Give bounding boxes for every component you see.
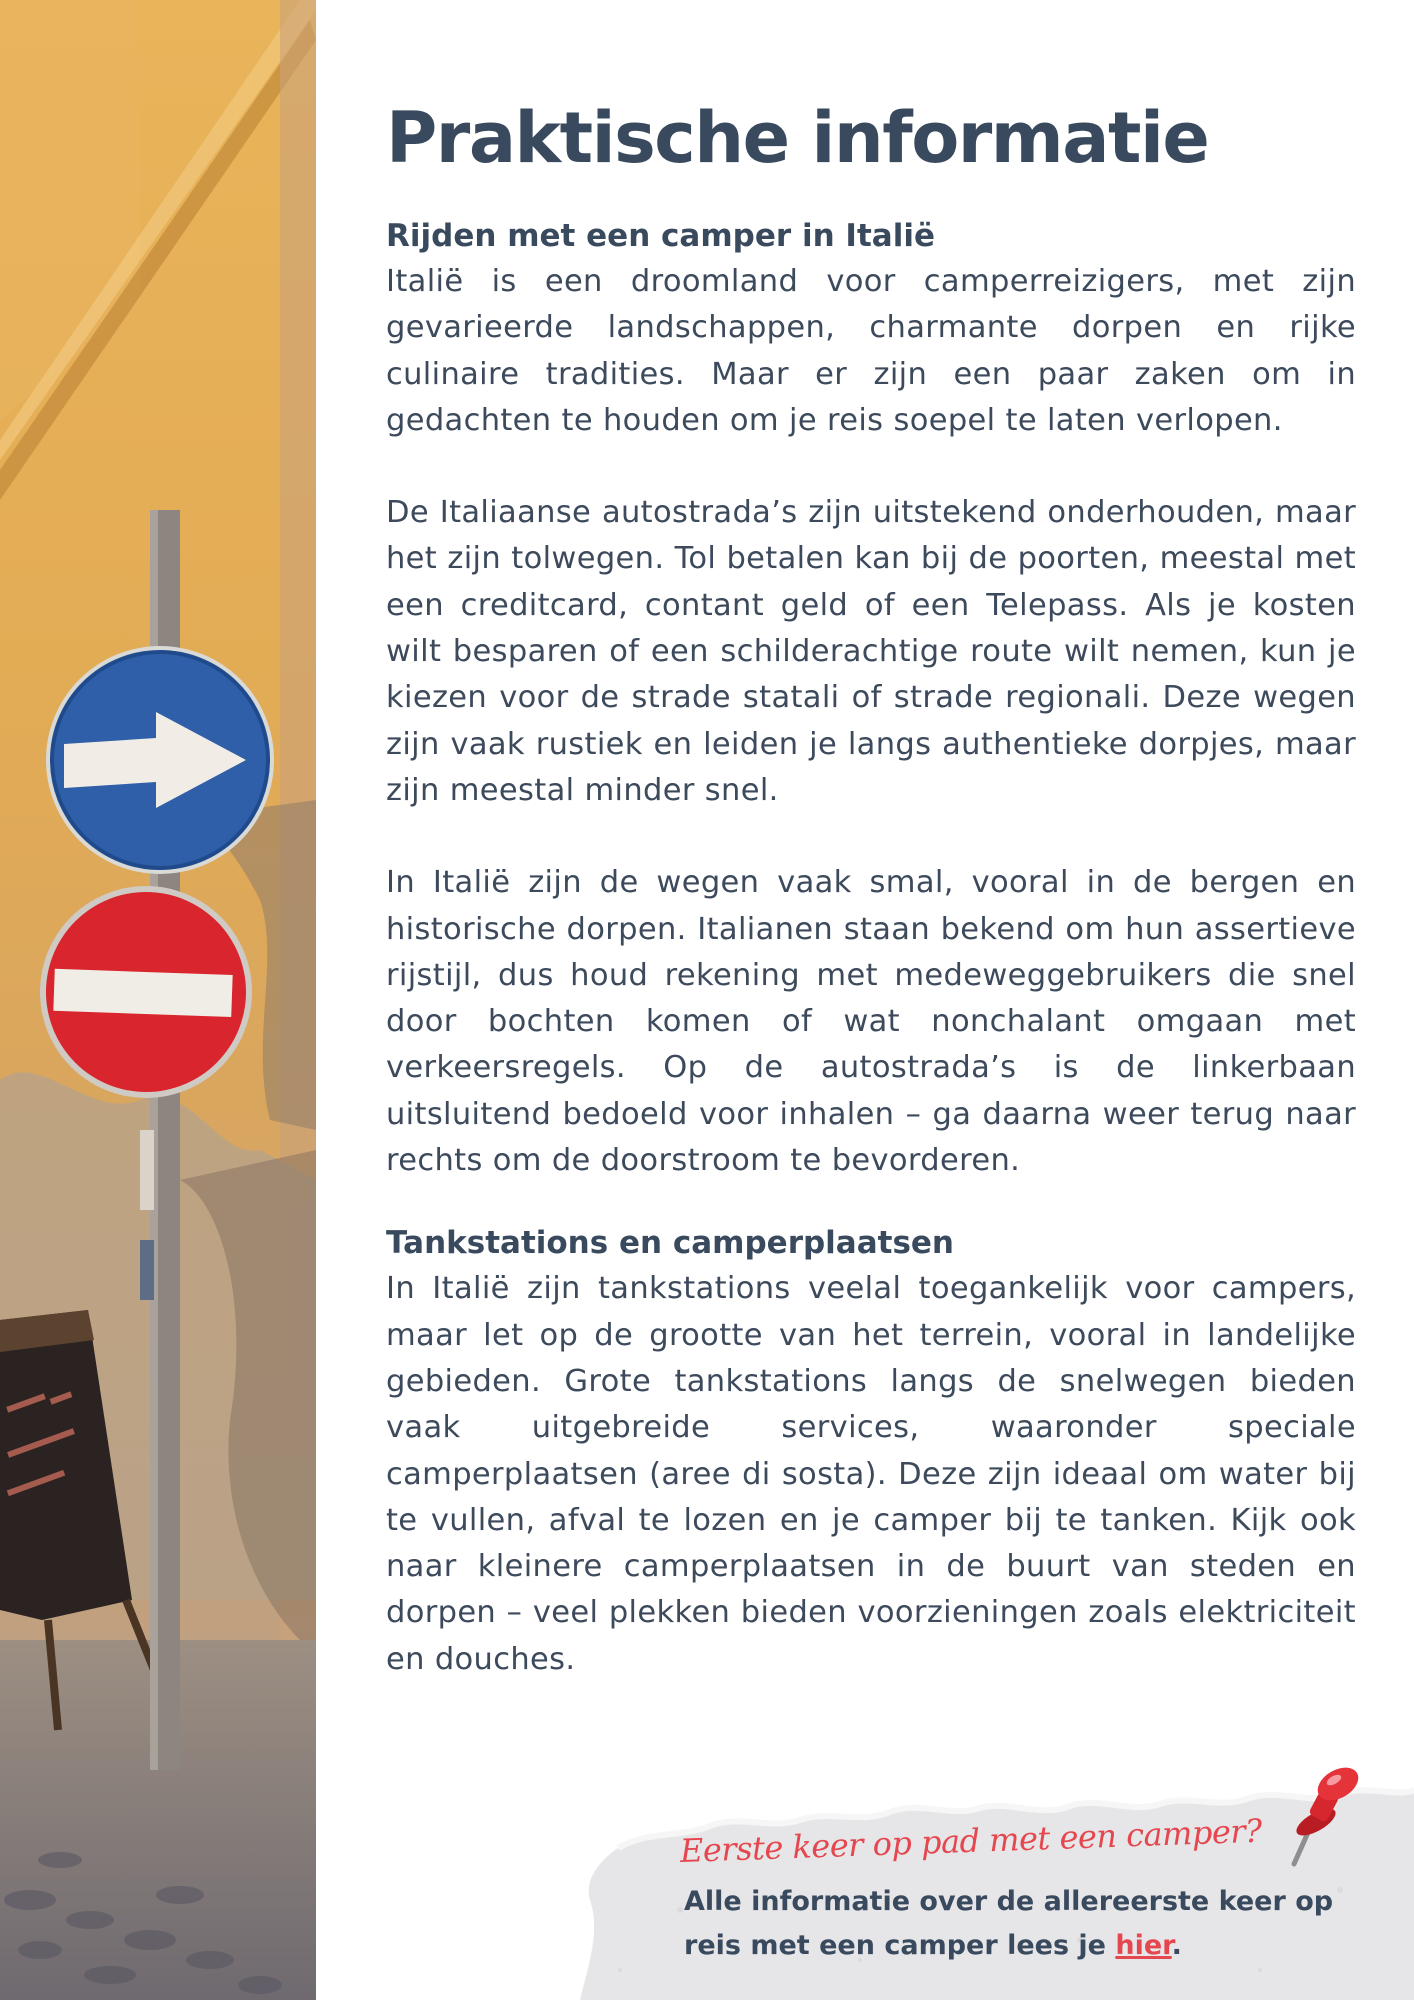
paragraph-fuel: In Italië zijn tankstations veelal toegankelijk voor campers, maar let op de grootte van het terrein, vooral in landelijke gebieden. Grote tankstations langs de snelwegen bieden vaak uitgebreide services, waaronder speciale camperplaatsen (aree di sosta). Deze zijn ideaal om water bij te vullen, afval te lozen en je camper bij te tanken. Kijk ook naar kleinere camperplaatsen in de buurt van steden en dorpen – veel plekken bieden voorzieningen zoals elektriciteit en douches. bbox=[386, 1271, 1356, 1677]
callout-text-end: . bbox=[1171, 1930, 1182, 1961]
street-signs-photo bbox=[0, 0, 316, 2000]
pushpin-icon bbox=[1280, 1760, 1370, 1870]
paragraph-autostrada: De Italiaanse autostrada’s zijn uitstekend onderhouden, maar het zijn tolwegen. Tol betalen kan bij de poorten, meestal met een creditcard, contant geld of een Telepass. Als je kosten wilt besparen of een schilderachtige route wilt nemen, kun je kiezen voor de strade statali of strade regionali. Deze wegen zijn vaak rustiek en leiden je langs authentieke dorpjes, maar zijn meestal minder snel. bbox=[386, 495, 1356, 808]
callout-link-hier[interactable]: hier bbox=[1115, 1930, 1172, 1961]
paragraph-intro: Italië is een droomland voor camperreizigers, met zijn gevarieerde landschappen, charmante dorpen en rijke culinaire tradities. Maar er zijn een paar zaken om in gedachten te houden om je reis soepel te laten verlopen. bbox=[386, 264, 1356, 438]
main-content bbox=[386, 97, 1356, 1683]
callout-script-heading: Eerste keer op pad met een camper? bbox=[679, 1811, 1263, 1870]
page-title: Praktische informatie bbox=[386, 97, 1209, 179]
section-heading-fuel: Tankstations en camperplaatsen bbox=[386, 1225, 955, 1262]
section-heading-driving: Rijden met een camper in Italië bbox=[386, 218, 935, 254]
callout-box bbox=[560, 1760, 1414, 2000]
callout-text-body: Alle informatie over de allereerste keer op reis met een camper lees je bbox=[684, 1886, 1334, 1961]
callout-text bbox=[684, 1880, 1364, 1968]
paragraph-roads: In Italië zijn de wegen vaak smal, vooral in de bergen en historische dorpen. Italianen staan bekend om hun assertieve rijstijl, dus houd rekening met medeweggebruikers die snel door bochten komen of wat nonchalant omgaan met verkeersregels. Op de autostrada’s is de linkerbaan uitsluitend bedoeld voor inhalen – ga daarna weer terug naar rechts om de doorstroom te bevorderen. bbox=[386, 865, 1356, 1179]
